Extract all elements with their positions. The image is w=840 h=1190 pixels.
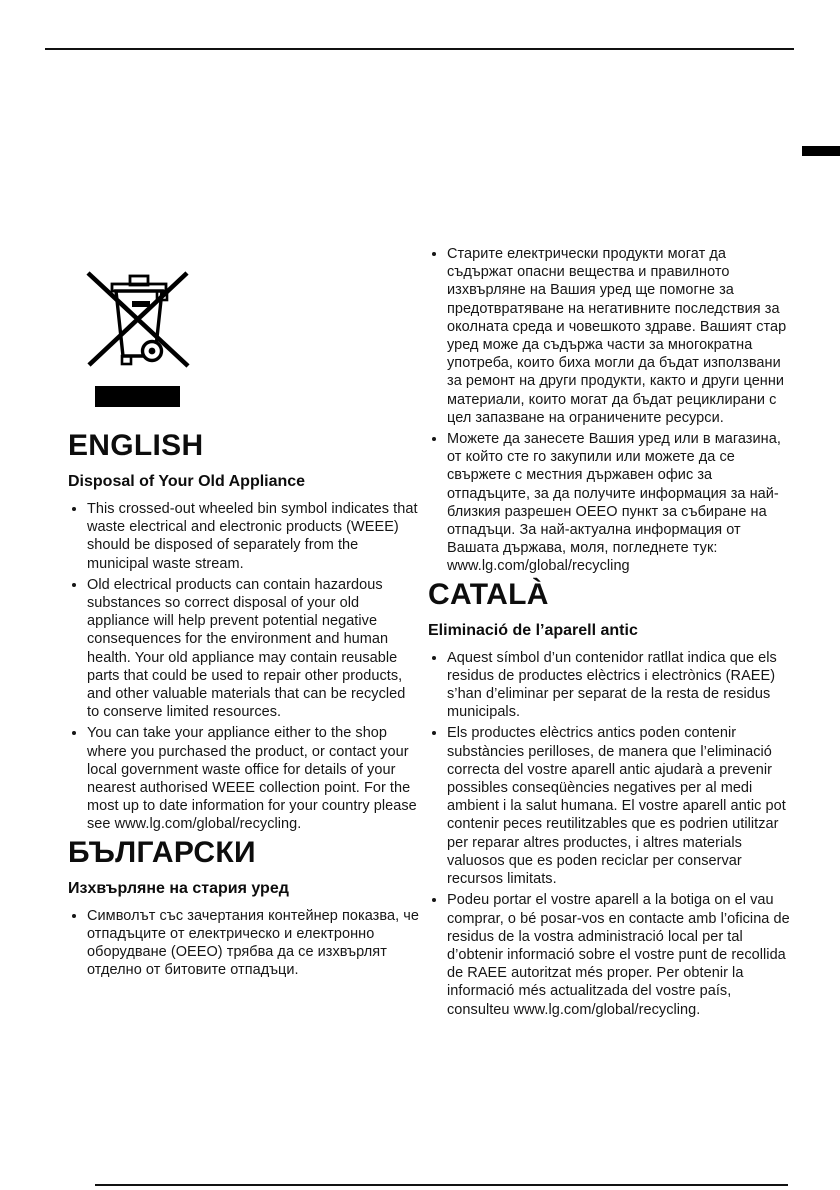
bullet-list-bulgarian-part1 bbox=[68, 907, 420, 980]
top-rule bbox=[45, 48, 794, 50]
section-heading-catala: CATALÀ bbox=[428, 577, 549, 611]
bullet-item: • Символът със зачертания контейнер показва, че отпадъците от електрическо и електронно оборудване (ОЕЕО) трябва да се изхвърлят отделно от битовите отпадъци. bbox=[87, 907, 420, 980]
bullet-list-bulgarian-part2 bbox=[428, 245, 793, 576]
bullet-item: • You can take your appliance either to the shop where you purchased the product, or contact your local government waste office for details of your nearest authorised WEEE collection point. For the most up to date information for your country please see www.lg.com/global/recycling. bbox=[87, 724, 420, 833]
section-heading-bulgarian: БЪЛГАРСКИ bbox=[68, 835, 256, 869]
section-subheading-catala: Eliminació de l’aparell antic bbox=[428, 621, 638, 639]
bullet-item: • Els productes elèctrics antics poden contenir substàncies perilloses, de manera que l’eliminació correcta del vostre aparell antic ajudarà a prevenir possibles conseqüències negatives per al medi ambient i la salut humana. El vostre aparell antic pot contenir peces reutilitzables que es podrien utilitzar per reparar altres productes, i altres materials valuosos que es poden reciclar per conservar recursos limitats. bbox=[447, 724, 793, 888]
section-subheading-english: Disposal of Your Old Appliance bbox=[68, 473, 306, 490]
section-subheading-bulgarian: Изхвърляне на стария уред bbox=[68, 879, 289, 897]
weee-black-bar bbox=[95, 386, 180, 407]
left-column bbox=[68, 430, 420, 982]
bullet-item: • Old electrical products can contain hazardous substances so correct disposal of your old appliance will help prevent potential negative consequences for the environment and human health. Your old appliance may contain reusable parts that could be used to repair other products, and other valuable materials that can be recycled to conserve limited resources. bbox=[87, 576, 420, 722]
bullet-item: • This crossed-out wheeled bin symbol indicates that waste electrical and electronic products (WEEE) should be disposed of separately from the municipal waste stream. bbox=[87, 500, 420, 573]
page-edge-tab bbox=[802, 146, 840, 156]
bullet-item: • Podeu portar el vostre aparell a la botiga on el vau comprar, o bé posar-vos en contacte amb l’oficina de residus de la vostra administració local per tal d’obtenir informació sobre el vostre punt de recollida de RAEE autoritzat més proper. Per obtenir la informació més actualitzada del vostre país, consulteu www.lg.com/global/recycling. bbox=[447, 891, 793, 1018]
bullet-item: • Aquest símbol d’un contenidor ratllat indica que els residus de productes elèctrics i electrònics (RAEE) s’han d’eliminar per separat de la resta de residus municipals. bbox=[447, 649, 793, 722]
bullet-item: • Старите електрически продукти могат да съдържат опасни вещества и правилното изхвърляне на Вашия уред ще помогне за предотвратяване на негативните последствия за околната среда и човешкото здраве. Вашият стар уред може да съдържа части за многократна употреба, които биха могли да бъдат използвани за ремонт на други продукти, както и други ценни материали, които могат да бъдат рециклирани с цел запазване на ограничените ресурси. bbox=[447, 245, 793, 427]
right-column bbox=[428, 245, 793, 1022]
bullet-item: • Можете да занесете Вашия уред или в магазина, от който сте го закупили или можете да се свържете с местния държавен офис за отпадъците, за да получите информация за най-близкия разрешен ОЕЕО пункт за събиране на отпадъци. За най-актуална информация от Вашата държава, моля, погледнете тук: www.lg.com/global/recycling bbox=[447, 430, 793, 576]
bottom-rule bbox=[95, 1184, 788, 1186]
bullet-list-english bbox=[68, 500, 420, 834]
section-heading-english: ENGLISH bbox=[68, 429, 204, 462]
weee-crossed-bin-icon bbox=[85, 268, 193, 370]
bullet-list-catala bbox=[428, 649, 793, 1019]
